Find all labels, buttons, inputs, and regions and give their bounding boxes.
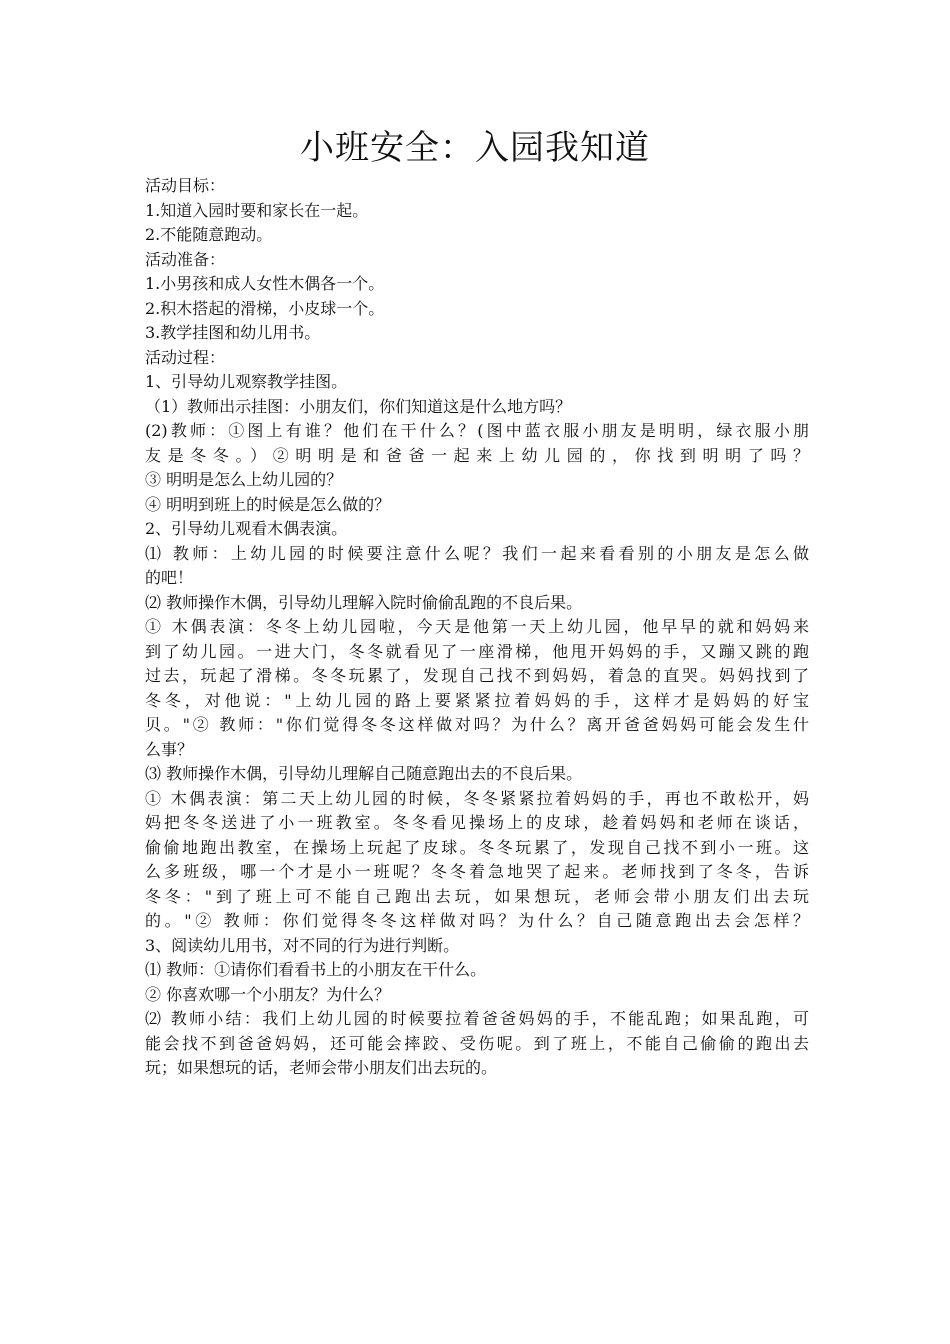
body-line: ② 你喜欢哪一个小朋友？为什么？: [145, 984, 391, 1004]
body-line: 偷偷地跑出教室，在操场上玩起了皮球。冬冬玩累了，发现自己找不到小一班。这: [145, 837, 809, 857]
body-line: 么多班级，哪一个才是小一班呢？冬冬着急地哭了起来。老师找到了冬冬，告诉: [145, 862, 809, 881]
body-line: 贝。"② 教师："你们觉得冬冬这样做对吗？为什么？离开爸爸妈妈可能会发生什: [145, 715, 809, 734]
body-line: 妈把冬冬送进了小一班教室。冬冬看见操场上的皮球，趁着妈妈和老师在谈话，: [145, 813, 809, 832]
body-line: 的。"② 教师：你们觉得冬冬这样做对吗？为什么？自己随意跑出去会怎样？: [145, 911, 809, 930]
body-line: 能会找不到爸爸妈妈，还可能会摔跤、受伤呢。到了班上，不能自己偷偷的跑出去: [145, 1033, 809, 1053]
body-line: ⑵ 教师操作木偶，引导幼儿理解入院时偷偷乱跑的不良后果。: [145, 592, 583, 612]
body-line: 到了幼儿园。一进大门，冬冬就看见了一座滑梯，他甩开妈妈的手，又蹦又跳的跑: [145, 641, 809, 661]
body-line: 活动目标：: [145, 176, 226, 195]
body-line: 过去，玩起了滑梯。冬冬玩累了，发现自己找不到妈妈，着急的直哭。妈妈找到了: [145, 666, 809, 685]
body-line: 友是冬冬。）②明明是和爸爸一起来上幼儿园的，你找到明明了吗？: [145, 445, 809, 465]
body-line: 1.小男孩和成人女性木偶各一个。: [145, 274, 385, 293]
body-line: 冬冬，对他说："上幼儿园的路上要紧紧拉着妈妈的手，这样才是妈妈的好宝: [145, 690, 809, 710]
body-line: 3.教学挂图和幼儿用书。: [145, 323, 321, 342]
body-line: ③ 明明是怎么上幼儿园的？: [145, 470, 343, 489]
body-line: 活动准备：: [145, 249, 226, 269]
body-line: 3、阅读幼儿用书，对不同的行为进行判断。: [145, 935, 460, 955]
document-body: [145, 174, 809, 1081]
body-line: ⑶ 教师操作木偶，引导幼儿理解自己随意跑出去的不良后果。: [145, 764, 583, 783]
body-line: 2.不能随意跑动。: [145, 225, 273, 244]
body-line: ① 木偶表演：冬冬上幼儿园啦，今天是他第一天上幼儿园，他早早的就和妈妈来: [145, 617, 809, 636]
body-line: 的吧！: [145, 568, 194, 587]
document-title: 小班安全：入园我知道: [300, 128, 650, 168]
body-line: 活动过程：: [145, 347, 226, 367]
body-line: ⑴ 教师：①请你们看看书上的小朋友在干什么。: [145, 960, 487, 979]
body-line: (2)教师：①图上有谁？他们在干什么？(图中蓝衣服小朋友是明明，绿衣服小朋: [145, 421, 809, 440]
body-line: ⑴ 教师：上幼儿园的时候要注意什么呢？我们一起来看看别的小朋友是怎么做: [145, 543, 809, 563]
body-line: 玩；如果想玩的话，老师会带小朋友们出去玩的。: [145, 1058, 498, 1077]
body-line: ⑵ 教师小结：我们上幼儿园的时候要拉着爸爸妈妈的手，不能乱跑；如果乱跑，可: [145, 1009, 809, 1028]
body-line: 么事？: [145, 739, 194, 759]
body-line: ① 木偶表演：第二天上幼儿园的时候，冬冬紧紧拉着妈妈的手，再也不敢松开，妈: [145, 788, 809, 808]
body-line: 冬冬："到了班上可不能自己跑出去玩，如果想玩，老师会带小朋友们出去玩: [145, 886, 809, 906]
body-line: ④ 明明到班上的时候是怎么做的？: [145, 494, 391, 514]
body-line: 1、引导幼儿观察教学挂图。: [145, 372, 348, 391]
body-line: 1.知道入园时要和家长在一起。: [145, 200, 369, 220]
body-line: （1）教师出示挂图：小朋友们，你们知道这是什么地方吗？: [145, 396, 572, 416]
body-line: 2.积木搭起的滑梯，小皮球一个。: [145, 298, 385, 318]
body-line: 2、引导幼儿观看木偶表演。: [145, 519, 348, 538]
